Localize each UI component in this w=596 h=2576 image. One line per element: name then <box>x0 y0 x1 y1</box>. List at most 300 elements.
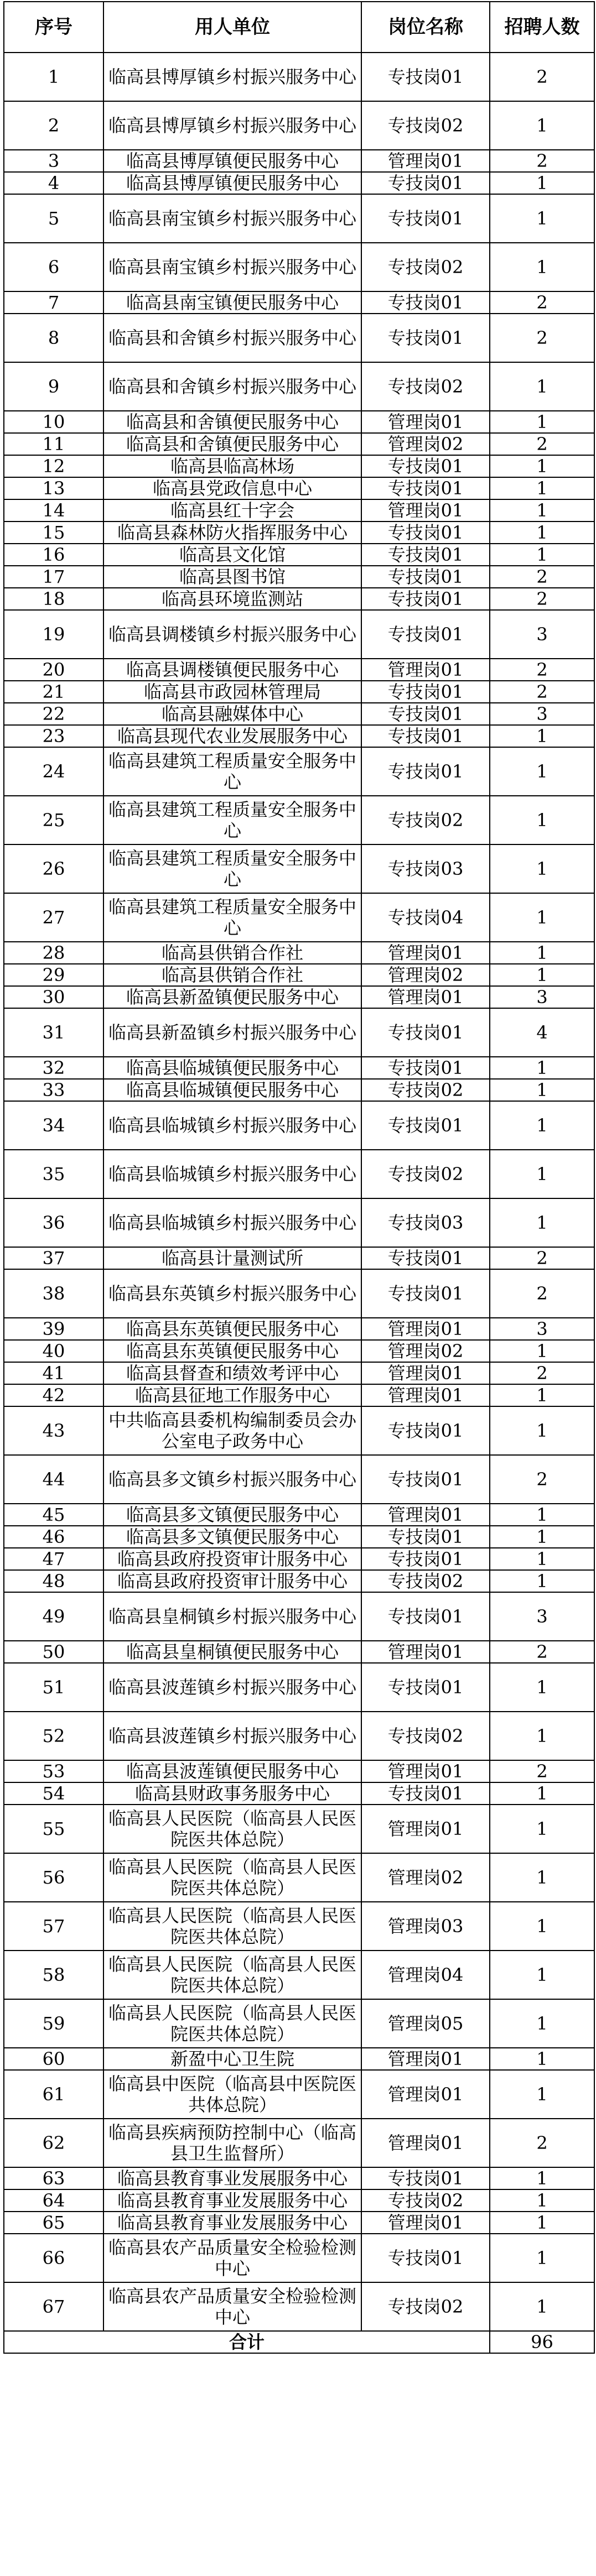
cell-count: 1 <box>490 1712 594 1760</box>
cell-position: 管理岗01 <box>361 1362 490 1384</box>
cell-index: 36 <box>4 1198 103 1247</box>
cell-index: 31 <box>4 1008 103 1057</box>
table-row <box>4 2189 594 2212</box>
cell-employer: 临高县建筑工程质量安全服务中心 <box>103 844 361 893</box>
cell-index: 66 <box>4 2234 103 2282</box>
table-row <box>4 1592 594 1641</box>
cell-count: 1 <box>490 1853 594 1902</box>
cell-employer: 临高县多文镇乡村振兴服务中心 <box>103 1455 361 1504</box>
table-row <box>4 477 594 499</box>
table-row <box>4 291 594 314</box>
cell-employer: 临高县东英镇便民服务中心 <box>103 1318 361 1340</box>
cell-count: 2 <box>490 2119 594 2167</box>
cell-position: 管理岗01 <box>361 411 490 433</box>
cell-count: 2 <box>490 314 594 362</box>
cell-employer: 临高县和舍镇乡村振兴服务中心 <box>103 314 361 362</box>
cell-position: 专技岗02 <box>361 1079 490 1101</box>
cell-count: 1 <box>490 1902 594 1951</box>
cell-count: 1 <box>490 455 594 477</box>
cell-employer: 临高县融媒体中心 <box>103 703 361 725</box>
cell-employer: 临高县波莲镇乡村振兴服务中心 <box>103 1663 361 1712</box>
cell-index: 58 <box>4 1951 103 1999</box>
cell-count: 1 <box>490 194 594 243</box>
table-row <box>4 1663 594 1712</box>
cell-employer: 临高县征地工作服务中心 <box>103 1384 361 1406</box>
cell-index: 67 <box>4 2282 103 2331</box>
cell-position: 管理岗02 <box>361 433 490 455</box>
cell-index: 17 <box>4 566 103 588</box>
cell-count: 3 <box>490 610 594 659</box>
cell-index: 4 <box>4 172 103 194</box>
recruitment-table <box>3 1 595 2354</box>
cell-index: 47 <box>4 1548 103 1570</box>
cell-employer: 临高县人民医院（临高县人民医院医共体总院） <box>103 1853 361 1902</box>
cell-position: 专技岗01 <box>361 1101 490 1150</box>
cell-position: 管理岗01 <box>361 499 490 522</box>
cell-count: 2 <box>490 433 594 455</box>
cell-count: 1 <box>490 844 594 893</box>
table-row <box>4 1340 594 1362</box>
cell-employer: 临高县图书馆 <box>103 566 361 588</box>
table-row <box>4 1384 594 1406</box>
cell-employer: 临高县供销合作社 <box>103 964 361 986</box>
table-row <box>4 1455 594 1504</box>
cell-count: 1 <box>490 893 594 942</box>
table-row <box>4 1999 594 2048</box>
cell-position: 专技岗01 <box>361 1782 490 1805</box>
cell-employer: 临高县人民医院（临高县人民医院医共体总院） <box>103 1902 361 1951</box>
cell-count: 1 <box>490 796 594 844</box>
cell-position: 管理岗01 <box>361 2048 490 2070</box>
cell-index: 35 <box>4 1150 103 1198</box>
cell-position: 管理岗01 <box>361 1504 490 1526</box>
cell-employer: 临高县南宝镇乡村振兴服务中心 <box>103 194 361 243</box>
cell-employer: 临高县博厚镇便民服务中心 <box>103 150 361 172</box>
table-row <box>4 1362 594 1384</box>
table-row <box>4 1150 594 1198</box>
cell-employer: 临高县中医院（临高县中医院医共体总院） <box>103 2070 361 2119</box>
cell-count: 1 <box>490 2048 594 2070</box>
cell-index: 2 <box>4 101 103 150</box>
cell-employer: 临高县东英镇乡村振兴服务中心 <box>103 1269 361 1318</box>
cell-index: 62 <box>4 2119 103 2167</box>
table-row <box>4 986 594 1008</box>
header-cell-count: 招聘人数 <box>490 2 594 53</box>
cell-count: 1 <box>490 2212 594 2234</box>
cell-index: 40 <box>4 1340 103 1362</box>
cell-employer: 临高县临城镇便民服务中心 <box>103 1057 361 1079</box>
header-row <box>4 2 594 53</box>
table-row <box>4 2070 594 2119</box>
cell-position: 专技岗01 <box>361 1406 490 1455</box>
cell-count: 2 <box>490 1641 594 1663</box>
table-row <box>4 194 594 243</box>
cell-employer: 临高县新盈镇便民服务中心 <box>103 986 361 1008</box>
cell-employer: 临高县人民医院（临高县人民医院医共体总院） <box>103 1805 361 1853</box>
cell-employer: 临高县建筑工程质量安全服务中心 <box>103 747 361 796</box>
cell-employer: 临高县东英镇便民服务中心 <box>103 1340 361 1362</box>
cell-count: 3 <box>490 1592 594 1641</box>
header-cell-index: 序号 <box>4 2 103 53</box>
cell-position: 管理岗05 <box>361 1999 490 2048</box>
cell-position: 专技岗02 <box>361 1150 490 1198</box>
table-row <box>4 1008 594 1057</box>
cell-position: 专技岗01 <box>361 2234 490 2282</box>
table-row <box>4 1269 594 1318</box>
cell-position: 专技岗02 <box>361 243 490 291</box>
cell-index: 53 <box>4 1760 103 1782</box>
cell-position: 管理岗01 <box>361 1384 490 1406</box>
cell-count: 1 <box>490 2282 594 2331</box>
cell-position: 专技岗01 <box>361 194 490 243</box>
total-value: 96 <box>490 2331 594 2353</box>
cell-position: 管理岗02 <box>361 964 490 986</box>
cell-count: 3 <box>490 703 594 725</box>
cell-index: 19 <box>4 610 103 659</box>
cell-position: 专技岗01 <box>361 610 490 659</box>
cell-position: 专技岗01 <box>361 703 490 725</box>
cell-position: 专技岗02 <box>361 101 490 150</box>
cell-count: 2 <box>490 1760 594 1782</box>
table-row <box>4 1805 594 1853</box>
cell-index: 27 <box>4 893 103 942</box>
cell-count: 2 <box>490 1362 594 1384</box>
cell-position: 专技岗04 <box>361 893 490 942</box>
cell-index: 65 <box>4 2212 103 2234</box>
table-row <box>4 544 594 566</box>
table-row <box>4 1198 594 1247</box>
table-row <box>4 1782 594 1805</box>
cell-position: 专技岗02 <box>361 2282 490 2331</box>
table-row <box>4 53 594 101</box>
cell-position: 管理岗01 <box>361 1760 490 1782</box>
table-row <box>4 1406 594 1455</box>
cell-count: 2 <box>490 150 594 172</box>
cell-count: 3 <box>490 986 594 1008</box>
cell-index: 3 <box>4 150 103 172</box>
cell-employer: 临高县调楼镇便民服务中心 <box>103 659 361 681</box>
cell-position: 管理岗01 <box>361 2119 490 2167</box>
cell-employer: 临高县波莲镇便民服务中心 <box>103 1760 361 1782</box>
cell-position: 专技岗01 <box>361 544 490 566</box>
cell-index: 38 <box>4 1269 103 1318</box>
table-row <box>4 893 594 942</box>
cell-position: 专技岗01 <box>361 172 490 194</box>
table-row <box>4 1902 594 1951</box>
cell-employer: 临高县临城镇乡村振兴服务中心 <box>103 1198 361 1247</box>
cell-count: 1 <box>490 362 594 411</box>
table-row <box>4 1712 594 1760</box>
cell-index: 22 <box>4 703 103 725</box>
total-label: 合计 <box>4 2331 490 2353</box>
cell-count: 1 <box>490 477 594 499</box>
table-row <box>4 243 594 291</box>
cell-position: 专技岗01 <box>361 53 490 101</box>
cell-employer: 临高县农产品质量安全检验检测中心 <box>103 2234 361 2282</box>
cell-position: 专技岗01 <box>361 1526 490 1548</box>
cell-employer: 临高县政府投资审计服务中心 <box>103 1570 361 1592</box>
cell-index: 52 <box>4 1712 103 1760</box>
cell-index: 23 <box>4 725 103 747</box>
cell-count: 1 <box>490 2189 594 2212</box>
cell-position: 管理岗02 <box>361 1340 490 1362</box>
cell-index: 20 <box>4 659 103 681</box>
table-row <box>4 411 594 433</box>
cell-position: 管理岗03 <box>361 1902 490 1951</box>
table-row <box>4 314 594 362</box>
cell-count: 1 <box>490 1782 594 1805</box>
cell-index: 48 <box>4 1570 103 1592</box>
cell-employer: 临高县政府投资审计服务中心 <box>103 1548 361 1570</box>
cell-employer: 临高县临城镇乡村振兴服务中心 <box>103 1150 361 1198</box>
cell-count: 1 <box>490 1079 594 1101</box>
cell-index: 63 <box>4 2167 103 2189</box>
cell-employer: 临高县博厚镇便民服务中心 <box>103 172 361 194</box>
cell-index: 14 <box>4 499 103 522</box>
cell-position: 专技岗01 <box>361 1269 490 1318</box>
cell-count: 2 <box>490 1269 594 1318</box>
table-row <box>4 2167 594 2189</box>
cell-index: 60 <box>4 2048 103 2070</box>
cell-employer: 临高县人民医院（临高县人民医院医共体总院） <box>103 1951 361 1999</box>
cell-position: 专技岗03 <box>361 844 490 893</box>
cell-employer: 临高县博厚镇乡村振兴服务中心 <box>103 101 361 150</box>
cell-employer: 临高县人民医院（临高县人民医院医共体总院） <box>103 1999 361 2048</box>
cell-position: 专技岗02 <box>361 796 490 844</box>
table-row <box>4 2119 594 2167</box>
cell-position: 专技岗01 <box>361 725 490 747</box>
cell-employer: 临高县教育事业发展服务中心 <box>103 2167 361 2189</box>
cell-employer: 临高县森林防火指挥服务中心 <box>103 522 361 544</box>
cell-index: 9 <box>4 362 103 411</box>
cell-employer: 临高县和舍镇乡村振兴服务中心 <box>103 362 361 411</box>
cell-count: 2 <box>490 1247 594 1269</box>
cell-count: 2 <box>490 291 594 314</box>
table-row <box>4 725 594 747</box>
cell-index: 59 <box>4 1999 103 2048</box>
table-row <box>4 1853 594 1902</box>
cell-index: 64 <box>4 2189 103 2212</box>
cell-index: 8 <box>4 314 103 362</box>
cell-employer: 临高县南宝镇乡村振兴服务中心 <box>103 243 361 291</box>
cell-employer: 临高县新盈镇乡村振兴服务中心 <box>103 1008 361 1057</box>
cell-count: 1 <box>490 1198 594 1247</box>
table-row <box>4 362 594 411</box>
table-body <box>4 53 594 2331</box>
cell-index: 18 <box>4 588 103 610</box>
cell-count: 1 <box>490 544 594 566</box>
cell-employer: 临高县临高林场 <box>103 455 361 477</box>
table-row <box>4 1101 594 1150</box>
cell-count: 1 <box>490 2234 594 2282</box>
cell-index: 43 <box>4 1406 103 1455</box>
cell-count: 1 <box>490 172 594 194</box>
cell-count: 1 <box>490 1548 594 1570</box>
cell-index: 39 <box>4 1318 103 1340</box>
table-row <box>4 1951 594 1999</box>
cell-count: 1 <box>490 411 594 433</box>
cell-index: 49 <box>4 1592 103 1641</box>
header-cell-employer: 用人单位 <box>103 2 361 53</box>
cell-employer: 中共临高县委机构编制委员会办公室电子政务中心 <box>103 1406 361 1455</box>
table-row <box>4 964 594 986</box>
cell-index: 44 <box>4 1455 103 1504</box>
total-row <box>4 2331 594 2353</box>
table-row <box>4 1570 594 1592</box>
cell-index: 61 <box>4 2070 103 2119</box>
table-row <box>4 1548 594 1570</box>
cell-employer: 临高县建筑工程质量安全服务中心 <box>103 796 361 844</box>
cell-employer: 临高县财政事务服务中心 <box>103 1782 361 1805</box>
table-row <box>4 681 594 703</box>
table-row <box>4 747 594 796</box>
cell-employer: 临高县教育事业发展服务中心 <box>103 2212 361 2234</box>
table-row <box>4 659 594 681</box>
cell-count: 1 <box>490 243 594 291</box>
cell-position: 专技岗01 <box>361 566 490 588</box>
cell-count: 1 <box>490 1057 594 1079</box>
cell-index: 11 <box>4 433 103 455</box>
cell-employer: 临高县市政园林管理局 <box>103 681 361 703</box>
table-row <box>4 455 594 477</box>
cell-index: 57 <box>4 1902 103 1951</box>
cell-employer: 新盈中心卫生院 <box>103 2048 361 2070</box>
cell-index: 34 <box>4 1101 103 1150</box>
cell-position: 专技岗02 <box>361 1570 490 1592</box>
cell-index: 30 <box>4 986 103 1008</box>
table-row <box>4 703 594 725</box>
cell-index: 33 <box>4 1079 103 1101</box>
cell-count: 1 <box>490 2070 594 2119</box>
cell-position: 专技岗01 <box>361 291 490 314</box>
table-row <box>4 942 594 964</box>
cell-count: 2 <box>490 681 594 703</box>
cell-employer: 临高县临城镇乡村振兴服务中心 <box>103 1101 361 1150</box>
cell-position: 管理岗02 <box>361 1853 490 1902</box>
table-row <box>4 1526 594 1548</box>
cell-employer: 临高县环境监测站 <box>103 588 361 610</box>
cell-index: 46 <box>4 1526 103 1548</box>
cell-employer: 临高县计量测试所 <box>103 1247 361 1269</box>
cell-position: 专技岗03 <box>361 1198 490 1247</box>
table-row <box>4 796 594 844</box>
cell-count: 1 <box>490 1340 594 1362</box>
cell-count: 1 <box>490 1999 594 2048</box>
cell-index: 50 <box>4 1641 103 1663</box>
table-row <box>4 1247 594 1269</box>
cell-index: 26 <box>4 844 103 893</box>
table-row <box>4 172 594 194</box>
cell-employer: 临高县和舍镇便民服务中心 <box>103 433 361 455</box>
cell-employer: 临高县和舍镇便民服务中心 <box>103 411 361 433</box>
cell-position: 专技岗01 <box>361 455 490 477</box>
cell-count: 1 <box>490 1526 594 1548</box>
table-row <box>4 2234 594 2282</box>
cell-employer: 临高县波莲镇乡村振兴服务中心 <box>103 1712 361 1760</box>
cell-count: 1 <box>490 1805 594 1853</box>
table-row <box>4 1079 594 1101</box>
table-row <box>4 1641 594 1663</box>
table-row <box>4 1057 594 1079</box>
cell-index: 51 <box>4 1663 103 1712</box>
cell-position: 专技岗02 <box>361 1712 490 1760</box>
cell-count: 2 <box>490 588 594 610</box>
cell-position: 专技岗02 <box>361 362 490 411</box>
cell-position: 专技岗01 <box>361 1455 490 1504</box>
cell-position: 专技岗01 <box>361 1663 490 1712</box>
cell-position: 专技岗01 <box>361 681 490 703</box>
cell-employer: 临高县教育事业发展服务中心 <box>103 2189 361 2212</box>
cell-position: 管理岗01 <box>361 659 490 681</box>
cell-employer: 临高县党政信息中心 <box>103 477 361 499</box>
cell-employer: 临高县现代农业发展服务中心 <box>103 725 361 747</box>
cell-count: 1 <box>490 1951 594 1999</box>
cell-employer: 临高县临城镇便民服务中心 <box>103 1079 361 1101</box>
cell-position: 管理岗01 <box>361 1641 490 1663</box>
cell-index: 7 <box>4 291 103 314</box>
cell-position: 管理岗01 <box>361 1805 490 1853</box>
cell-employer: 临高县农产品质量安全检验检测中心 <box>103 2282 361 2331</box>
cell-count: 1 <box>490 499 594 522</box>
cell-position: 管理岗01 <box>361 2212 490 2234</box>
cell-position: 专技岗01 <box>361 314 490 362</box>
cell-position: 管理岗01 <box>361 942 490 964</box>
table-row <box>4 2048 594 2070</box>
table-row <box>4 150 594 172</box>
table-row <box>4 1760 594 1782</box>
cell-position: 专技岗01 <box>361 1592 490 1641</box>
table-row <box>4 2282 594 2331</box>
cell-count: 3 <box>490 1318 594 1340</box>
cell-position: 专技岗01 <box>361 2167 490 2189</box>
cell-employer: 临高县供销合作社 <box>103 942 361 964</box>
cell-employer: 临高县南宝镇便民服务中心 <box>103 291 361 314</box>
cell-count: 1 <box>490 1101 594 1150</box>
cell-index: 45 <box>4 1504 103 1526</box>
cell-position: 专技岗01 <box>361 1008 490 1057</box>
cell-position: 管理岗01 <box>361 1318 490 1340</box>
cell-index: 37 <box>4 1247 103 1269</box>
cell-count: 1 <box>490 964 594 986</box>
cell-employer: 临高县多文镇便民服务中心 <box>103 1504 361 1526</box>
cell-index: 29 <box>4 964 103 986</box>
cell-count: 1 <box>490 1406 594 1455</box>
table-row <box>4 522 594 544</box>
cell-position: 专技岗01 <box>361 477 490 499</box>
cell-position: 专技岗02 <box>361 2189 490 2212</box>
cell-count: 1 <box>490 1504 594 1526</box>
cell-index: 10 <box>4 411 103 433</box>
cell-position: 管理岗01 <box>361 2070 490 2119</box>
cell-index: 41 <box>4 1362 103 1384</box>
cell-employer: 临高县文化馆 <box>103 544 361 566</box>
cell-index: 15 <box>4 522 103 544</box>
cell-position: 管理岗01 <box>361 150 490 172</box>
cell-count: 1 <box>490 1663 594 1712</box>
cell-count: 2 <box>490 566 594 588</box>
cell-employer: 临高县疾病预防控制中心（临高县卫生监督所） <box>103 2119 361 2167</box>
cell-index: 28 <box>4 942 103 964</box>
cell-employer: 临高县建筑工程质量安全服务中心 <box>103 893 361 942</box>
cell-index: 56 <box>4 1853 103 1902</box>
cell-employer: 临高县博厚镇乡村振兴服务中心 <box>103 53 361 101</box>
table-row <box>4 1318 594 1340</box>
table-row <box>4 2212 594 2234</box>
cell-index: 55 <box>4 1805 103 1853</box>
cell-position: 专技岗01 <box>361 588 490 610</box>
table-row <box>4 1504 594 1526</box>
cell-count: 1 <box>490 522 594 544</box>
